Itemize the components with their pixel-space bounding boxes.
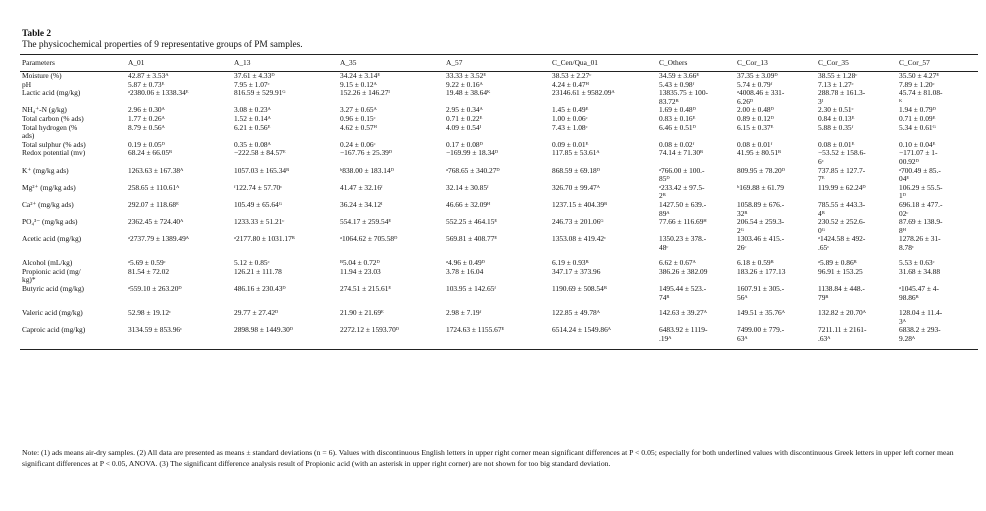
table-row <box>20 285 978 309</box>
value-cell: 46.66 ± 32.09ᴴ <box>446 200 491 209</box>
value-cell: 106.29 ± 55.5- 1ᴰ <box>899 183 943 201</box>
value-cell: 0.35 ± 0.08ᴬ −222.58 ± 84.57ᴱ <box>234 140 286 158</box>
value-cell: 2.96 ± 0.30ᴬ 1.77 ± 0.26ᴬ 8.79 ± 0.56ᴬ <box>128 106 165 132</box>
value-cell: 128.04 ± 11.4- 3ᴬ <box>899 309 943 326</box>
value-cell: 29.77 ± 27.42ᴰ <box>234 309 279 318</box>
value-cell: 36.24 ± 34.12ᴵ <box>340 200 383 209</box>
value-cell: 34.24 ± 3.14ᴱ 9.15 ± 0.12ᴬ 152.26 ± 146.27ᴵ <box>340 71 390 98</box>
value-cell: 2.95 ± 0.34ᴬ 0.71 ± 0.22ᴱ 4.09 ± 0.54ᴵ <box>446 106 483 132</box>
column-header: A_01 <box>126 55 232 72</box>
column-header: C_Cor_13 <box>735 55 816 72</box>
value-cell: 35.50 ± 4.27ᴱ 7.89 ± 1.20ᶜ 45.74 ± 81.08- ᴷ <box>899 71 943 106</box>
value-cell: 6514.24 ± 1549.86ᴬ <box>550 326 657 349</box>
header-row <box>20 55 978 72</box>
value-cell: 0.09 ± 0.01ᴱ 117.85 ± 53.61ᴬ <box>552 140 600 158</box>
value-cell: 33.33 ± 3.52ᴱ 9.22 ± 0.16ᴬ 19.48 ± 38.64ᴷ <box>446 71 491 98</box>
value-cell: 552.25 ± 464.15ᴱ <box>446 218 498 227</box>
table-row <box>20 167 978 184</box>
table-row <box>20 309 978 326</box>
value-cell: 6.18 ± 0.59ᴮ 183.26 ± 177.13 <box>737 259 786 276</box>
table-row <box>20 184 978 201</box>
value-cell: ᵃ1045.47 ± 4- 98.86ᴮ <box>899 285 939 302</box>
value-cell: 149.51 ± 35.76ᴬ <box>737 309 785 318</box>
value-cell: ᵃ4.96 ± 0.49ᴰ 3.78 ± 16.04 <box>446 259 485 276</box>
value-cell: 142.63 ± 39.27ᴬ <box>659 309 707 318</box>
value-cell: ᵃ768.65 ± 340.27ᴰ <box>446 166 500 175</box>
value-cell: ᵃ5.69 ± 0.59ᶜ 81.54 ± 72.02 <box>128 259 170 276</box>
value-cell: 737.85 ± 127.7- 7ᴱ <box>818 166 866 184</box>
value-cell: 1057.03 ± 165.34ᴮ <box>234 166 289 175</box>
value-cell: 868.59 ± 69.18ᴰ <box>552 166 600 175</box>
value-cell: ᵃ5.89 ± 0.86ᴮ 96.91 ± 153.25 <box>818 259 863 276</box>
value-cell: 2.30 ± 0.51ᶜ 0.84 ± 0.13ᴱ 5.88 ± 0.35ᶠ <box>818 106 855 132</box>
column-header: Parameters <box>20 55 126 72</box>
parameter-cell: PO₄³⁻ (mg/kg ads) <box>22 218 78 227</box>
value-cell: 2.00 ± 0.48ᴰ 0.89 ± 0.12ᴰ 6.15 ± 0.37ᴱ <box>737 106 774 132</box>
value-cell: 1353.08 ± 419.42ᶜ <box>552 235 606 244</box>
table-row <box>20 235 978 259</box>
value-cell: 1138.84 ± 448.- 79ᴮ <box>818 285 865 302</box>
value-cell: 105.49 ± 65.64ᴳ <box>234 200 282 209</box>
value-cell: 0.08 ± 0.02ᶠ 74.14 ± 71.30ᴮ <box>659 140 703 158</box>
parameter-cell: Acetic acid (mg/kg) <box>22 235 82 244</box>
parameter-cell: Moisture (%) pH Lactic acid (mg/kg) <box>22 71 81 98</box>
table-row <box>20 259 978 285</box>
parameter-cell: Alcohol (mL/kg) Propionic acid (mg/ kg)* <box>22 259 81 285</box>
value-cell: 1278.26 ± 31- 8.78ᶜ <box>899 235 941 252</box>
table-body <box>20 72 978 350</box>
parameter-cell: Mg²⁺ (mg/kg ads) <box>22 183 76 192</box>
value-cell: 696.18 ± 477.- 02ᶜ <box>899 200 943 218</box>
value-cell: 7211.11 ± 2161- .63ᴬ <box>816 326 897 349</box>
value-cell: 0.19 ± 0.05ᴰ 68.24 ± 66.05ᴮ <box>128 140 172 158</box>
value-cell: 3134.59 ± 853.96ᶜ <box>126 326 232 349</box>
value-cell: 230.52 ± 252.6- 0ᴳ <box>818 218 866 235</box>
value-cell: ᵃ1424.58 ± 492- .65ᶜ <box>818 235 866 252</box>
value-cell: 1237.15 ± 404.39ᴮ <box>552 200 607 209</box>
value-cell: 5.53 ± 0.63ᶜ 31.68 ± 34.88 <box>899 259 941 276</box>
properties-table <box>20 54 978 350</box>
value-cell: 21.90 ± 21.69ᴱ <box>340 309 384 318</box>
value-cell: 1495.44 ± 523.- 74ᴮ <box>659 285 707 302</box>
table-label: Table 2 <box>22 29 52 39</box>
value-cell: 122.85 ± 49.78ᴬ <box>552 309 600 318</box>
value-cell: 6.62 ± 0.67ᴬ 386.26 ± 382.09 <box>659 259 708 276</box>
parameter-cell: Ca²⁺ (mg/kg ads) <box>22 200 74 209</box>
table-note: Note: (1) ads means air-dry samples. (2) All data are presented as means ± standard deviations (n = 6). Values with discontinuous English letters in upper right corner mean significant differences at P < 0.05; especially for both underlined values with discontinuous Greek letters in upper left corner mean significant differences at P < 0.05, ANOVA. (3) The significant difference analysis result of Propionic acid (with an asterisk in upper right corner) are not shown for too big standard deviation. <box>22 448 954 468</box>
value-cell: 41.47 ± 32.16ᶠ <box>340 183 383 192</box>
value-cell: 1303.46 ± 415.- 26ᶜ <box>737 235 785 252</box>
value-cell: 0.10 ± 0.04ᴱ −171.07 ± 1- 00.92ᴰ <box>899 140 938 166</box>
value-cell: 2.98 ± 7.19ᶠ <box>446 309 482 318</box>
column-header: A_35 <box>338 55 444 72</box>
value-cell: 6838.2 ± 293- 9.28ᴬ <box>897 326 978 349</box>
value-cell: 206.54 ± 259.3- 2ᴳ <box>737 218 785 235</box>
value-cell: 42.87 ± 3.53ᴬ 5.87 ± 0.73ᴱ ᵃ2380.06 ± 1338.34ᴱ <box>128 71 189 98</box>
value-cell: 6483.92 ± 1119- .19ᴬ <box>657 326 735 349</box>
value-cell: ᵃ2737.79 ± 1389.49ᴬ <box>128 235 189 244</box>
value-cell: 2272.12 ± 1593.70ᴰ <box>338 326 444 349</box>
value-cell: 52.98 ± 19.12ᶜ <box>128 309 171 318</box>
value-cell: 1607.91 ± 305.- 56ᴬ <box>737 285 785 302</box>
value-cell: ᵃ233.42 ± 97.5- 2ᴮ <box>659 183 705 201</box>
value-cell: 5.12 ± 0.85ᶜ 126.21 ± 111.78 <box>234 259 282 276</box>
value-cell: 2898.98 ± 1449.30ᴰ <box>232 326 338 349</box>
parameter-cell: Butyric acid (mg/kg) <box>22 285 84 294</box>
value-cell: 37.35 ± 3.09ᴰ 5.74 ± 0.79ᶠ ᵃ4008.46 ± 331- 6.26ᴰ <box>737 71 785 106</box>
value-cell: ᵃ766.00 ± 100.- 85ᴰ <box>659 166 705 184</box>
table-row <box>20 141 978 167</box>
value-cell: 3.08 ± 0.23ᴬ 1.52 ± 0.14ᴬ 6.21 ± 0.56ᴱ <box>234 106 271 132</box>
column-header: A_57 <box>444 55 550 72</box>
value-cell: 1233.33 ± 51.21ᶜ <box>234 218 285 227</box>
parameter-cell: K⁺ (mg/kg ads) <box>22 166 69 175</box>
value-cell: 1263.63 ± 167.38ᴬ <box>128 166 184 175</box>
value-cell: 0.08 ± 0.01ᶠ 41.95 ± 80.51ᴮ <box>737 140 781 158</box>
value-cell: 103.95 ± 142.65ᶠ <box>446 285 496 294</box>
value-cell: 554.17 ± 259.54ᴱ <box>340 218 392 227</box>
value-cell: 0.24 ± 0.06ᶜ −167.76 ± 25.39ᴰ <box>340 140 393 158</box>
value-cell: 1724.63 ± 1155.67ᴱ <box>444 326 550 349</box>
column-header: C_Cor_57 <box>897 55 978 72</box>
value-cell: 1427.50 ± 639.- 89ᴬ <box>659 200 707 218</box>
value-cell: ᵃ1064.62 ± 705.58ᴰ <box>340 235 398 244</box>
value-cell: 486.16 ± 230.43ᴰ <box>234 285 286 294</box>
value-cell: ᵇ169.88 ± 61.79 <box>737 183 784 192</box>
value-cell: 1058.89 ± 676.- 32ᴮ <box>737 200 785 218</box>
column-header: A_13 <box>232 55 338 72</box>
table-row <box>20 218 978 235</box>
table-row <box>20 326 978 349</box>
value-cell: ᶠ122.74 ± 57.70ᶜ <box>234 183 283 192</box>
value-cell: ᵇ838.00 ± 183.14ᴰ <box>340 166 394 175</box>
value-cell: 569.81 ± 408.77ᴱ <box>446 235 498 244</box>
value-cell: ᵃ700.49 ± 85.- 04ᴱ <box>899 166 941 184</box>
parameter-cell: Valeric acid (mg/kg) <box>22 309 83 318</box>
table-row <box>20 106 978 140</box>
value-cell: 0.17 ± 0.08ᴰ −169.99 ± 18.34ᴰ <box>446 140 499 158</box>
value-cell: 77.66 ± 116.69ᴴ <box>659 218 707 227</box>
column-header: C_Cen/Qua_01 <box>550 55 657 72</box>
value-cell: 38.55 ± 1.28ᶜ 7.13 ± 1.27ᶜ 288.78 ± 161.3- 3ᴵ <box>818 71 866 106</box>
parameter-cell: NH₄⁺-N (g/kg) Total carbon (% ads) Total hydrogen (% ads) <box>22 106 84 141</box>
value-cell: 292.07 ± 118.68ᴱ <box>128 200 179 209</box>
column-header: C_Cor_35 <box>816 55 897 72</box>
value-cell: 258.65 ± 110.61ᴬ <box>128 183 180 192</box>
value-cell: 32.14 ± 30.85ᶠ <box>446 183 489 192</box>
value-cell: 785.55 ± 443.3- 4ᴮ <box>818 200 866 218</box>
value-cell: 87.69 ± 138.9- 8ᴴ <box>899 218 943 235</box>
value-cell: ᵃ559.10 ± 263.20ᴰ <box>128 285 182 294</box>
value-cell: 1190.69 ± 508.54ᴮ <box>552 285 607 294</box>
value-cell: 6.19 ± 0.93ᴮ 347.17 ± 373.96 <box>552 259 601 276</box>
value-cell: ᴮ5.04 ± 0.72ᴰ 11.94 ± 23.03 <box>340 259 381 276</box>
table-caption: The physicochemical properties of 9 representative groups of PM samples. <box>22 40 303 50</box>
value-cell: 119.99 ± 62.24ᴰ <box>818 183 866 192</box>
value-cell: ᵃ2177.80 ± 1031.17ᴮ <box>234 235 295 244</box>
parameter-cell: Total sulphur (% ads) Redox potential (mv) <box>22 140 86 158</box>
value-cell: 246.73 ± 201.06ᴳ <box>552 218 604 227</box>
value-cell: 1.69 ± 0.48ᴰ 0.83 ± 0.16ᴱ 6.46 ± 0.51ᴰ <box>659 106 696 132</box>
value-cell: 2362.45 ± 724.40ᴬ <box>128 218 184 227</box>
value-cell: 274.51 ± 215.61ᴱ <box>340 285 392 294</box>
value-cell: 3.27 ± 0.65ᴬ 0.96 ± 0.15ᶜ 4.62 ± 0.57ᴴ <box>340 106 377 132</box>
parameter-cell: Caproic acid (mg/kg) <box>20 326 126 349</box>
value-cell: 38.53 ± 2.27ᶜ 4.24 ± 0.47ᴴ 23146.61 ± 9582.09ᴬ <box>552 71 615 98</box>
value-cell: 37.61 ± 4.33ᴰ 7.95 ± 1.07ᶜ 816.59 ± 529.91ᴳ <box>234 71 286 98</box>
value-cell: 809.95 ± 78.20ᴰ <box>737 166 785 175</box>
value-cell: 7499.00 ± 779.- 63ᴬ <box>735 326 816 349</box>
value-cell: 1.45 ± 0.49ᴱ 1.00 ± 0.06ᶜ 7.43 ± 1.08ᶜ <box>552 106 589 132</box>
value-cell: 34.59 ± 3.66ᴱ 5.43 ± 0.98ᶠ 13835.75 ± 100- 83.72ᴮ <box>659 71 709 106</box>
column-header: C_Others <box>657 55 735 72</box>
value-cell: 326.70 ± 99.47ᴬ <box>552 183 600 192</box>
table-row <box>20 201 978 218</box>
value-cell: 132.82 ± 20.70ᴬ <box>818 309 866 318</box>
table-row <box>20 72 978 107</box>
value-cell: 1350.23 ± 378.- 48ᶜ <box>659 235 707 252</box>
value-cell: 1.94 ± 0.79ᴰ 0.71 ± 0.09ᴱ 5.34 ± 0.61ᴳ <box>899 106 936 132</box>
value-cell: 0.08 ± 0.01ᴱ −53.52 ± 158.6- 6ᶜ <box>818 140 866 166</box>
